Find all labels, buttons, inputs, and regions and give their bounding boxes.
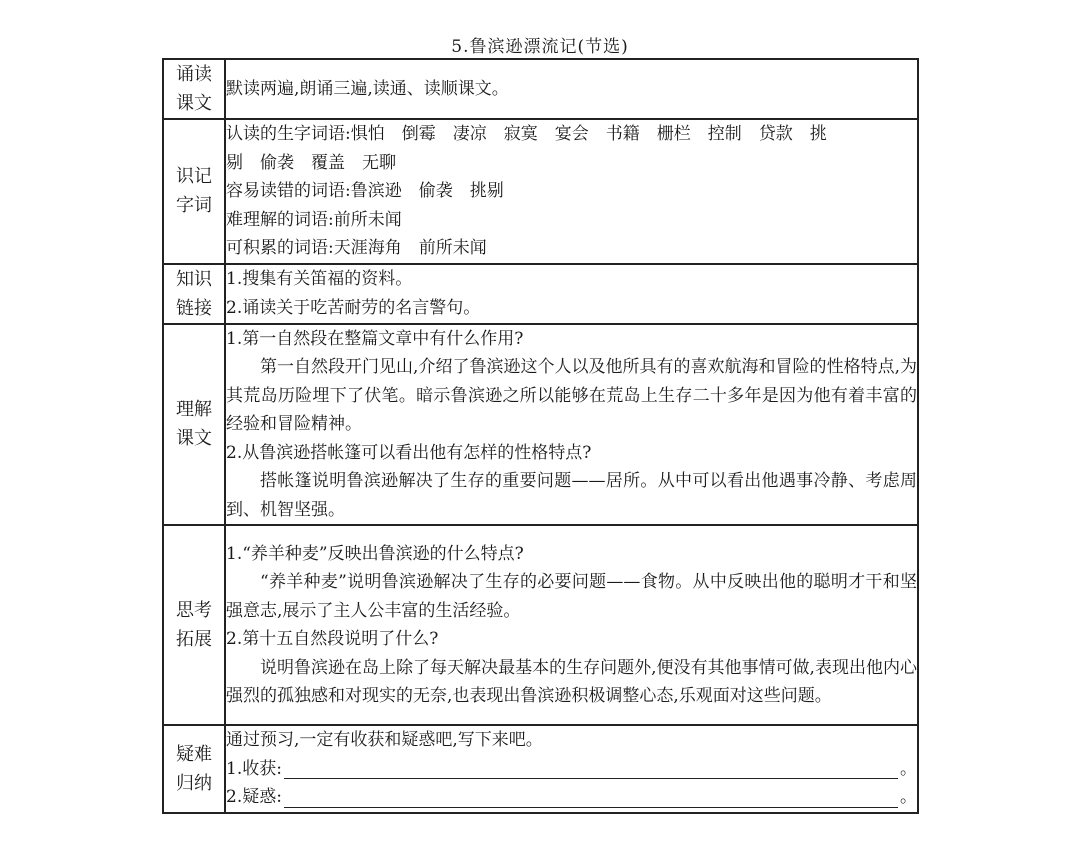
answer: “养羊种麦”说明鲁滨逊解决了生存的必要问题——食物。从中反映出他的聪明才干和坚强意志,展示了主人公丰富的生活经验。 (226, 572, 917, 621)
row-understand (163, 324, 918, 526)
label-line: 课文 (176, 428, 212, 450)
preview-worksheet-table (162, 58, 919, 814)
label-line: 疑难 (176, 743, 212, 765)
question: 1.“养羊种麦”反映出鲁滨逊的什么特点? (226, 543, 524, 564)
gain-label: 1.收获: (226, 758, 282, 779)
read-instruction: 默读两遍,朗诵三遍,读通、读顺课文。 (226, 78, 509, 99)
label-words (163, 119, 225, 264)
links-item: 1.搜集有关笛福的资料。 (226, 269, 413, 289)
row-read (163, 59, 918, 119)
words-line: 剔 偷袭 覆盖 无聊 (226, 152, 396, 173)
doubts-intro: 通过预习,一定有收获和疑惑吧,写下来吧。 (226, 730, 543, 750)
row-links (163, 264, 918, 324)
gain-blank-line[interactable] (284, 758, 898, 779)
question: 2.从鲁滨逊搭帐篷可以看出他有怎样的性格特点? (226, 442, 592, 463)
gain-row (226, 755, 917, 784)
page-title: 5.鲁滨逊漂流记(节选) (451, 37, 629, 57)
label-line: 归纳 (176, 772, 212, 794)
label-think (163, 525, 225, 725)
row-think (163, 525, 918, 725)
doubt-row (226, 783, 917, 812)
words-line: 难理解的词语:前所未闻 (226, 209, 402, 230)
doubt-blank-line[interactable] (284, 787, 898, 808)
content-understand (225, 324, 918, 526)
content-think (225, 525, 918, 725)
label-line: 课文 (176, 93, 212, 114)
question: 1.第一自然段在整篇文章中有什么作用? (226, 328, 524, 349)
question: 2.第十五自然段说明了什么? (226, 629, 439, 649)
doubt-label: 2.疑惑: (226, 787, 282, 807)
label-line: 字词 (176, 195, 212, 217)
gain-end-mark: 。 (900, 758, 917, 779)
label-read (163, 59, 225, 119)
words-line: 认读的生字词语:惧怕 倒霉 凄凉 寂寞 宴会 书籍 栅栏 控制 贷款 挑 (226, 124, 827, 144)
words-line: 容易读错的词语:鲁滨逊 偷袭 挑剔 (226, 181, 504, 201)
label-line: 识记 (176, 166, 212, 188)
content-words (225, 119, 918, 264)
label-line: 理解 (176, 399, 212, 421)
label-understand (163, 324, 225, 526)
content-links (225, 264, 918, 324)
label-line: 思考 (176, 600, 212, 621)
label-line: 链接 (176, 297, 212, 319)
row-doubts (163, 725, 918, 813)
label-line: 诵读 (176, 64, 212, 85)
words-line: 可积累的词语:天涯海角 前所未闻 (226, 238, 487, 258)
answer: 搭帐篷说明鲁滨逊解决了生存的重要问题——居所。从中可以看出他遇事冷静、考虑周到、机智坚强。 (226, 471, 917, 520)
answer: 第一自然段开门见山,介绍了鲁滨逊这个人以及他所具有的喜欢航海和冒险的性格特点,为其荒岛历险埋下了伏笔。暗示鲁滨逊之所以能够在荒岛上生存二十多年是因为他有着丰富的经验和冒险精神。 (226, 357, 917, 434)
content-doubts (225, 725, 918, 813)
label-line: 拓展 (176, 629, 212, 650)
links-item: 2.诵读关于吃苦耐劳的名言警句。 (226, 297, 481, 318)
row-words (163, 119, 918, 264)
content-read (225, 59, 918, 119)
answer: 说明鲁滨逊在岛上除了每天解决最基本的生存问题外,便没有其他事情可做,表现出他内心强烈的孤独感和对现实的无奈,也表现出鲁滨逊积极调整心态,乐观面对这些问题。 (226, 657, 917, 706)
doubt-end-mark: 。 (900, 787, 917, 807)
label-links (163, 264, 225, 324)
label-doubts (163, 725, 225, 813)
label-line: 知识 (176, 268, 212, 290)
